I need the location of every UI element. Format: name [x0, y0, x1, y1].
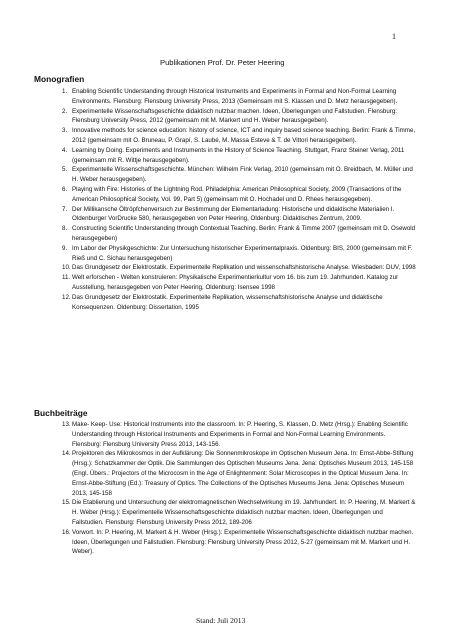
entry-number: 7. [62, 205, 68, 213]
entry-number: 6. [62, 185, 68, 193]
entry-number: 2. [62, 107, 68, 115]
entry-number: 1. [62, 88, 68, 95]
entry-text: Learning by Doing. Experiments and Instruments in the History of Science Teaching. Stuttgart, Franz Steiner Verlag, 2011 (gemeinsam mit R. Wittje herausgegeben). [72, 146, 405, 164]
list-item [62, 146, 416, 166]
list-item [62, 107, 416, 127]
entry-text: Projektoren des Mikrokosmos in der Aufklärung: Die Sonnenmikroskope im Optischen Museum Jena. In: Ernst-Abbe-Stiftung (Hrsg.): Schatzkammer der Optik. Die Sammlungen des Optischen Museums Jena. Jena: Optisches Museum 2013, 145-158 (Engl. Übers.: Projectors of the Microcosm in the Age of Enlightenment: Solar Microscopes in the Optical Museum Jena. In: Ernst-Abbe-Stiftung (Ed.): Treasury of Optics. The Collections of the Optisches Museums Jena. Jena: Optisches Museum 2013, 145-158 [72, 450, 414, 497]
entry-number: 13. [62, 421, 71, 428]
list-item [62, 205, 416, 225]
entry-text: Der Millikansche Öltröpfchenversuch zur Bestimmung der Elementarladung: Historische und didaktische Materialien I. Oldenburger VorDrucke 580, herausgegeben von Peter Heering, Oldenburg: Didaktisches Zentrum, 2009. [72, 205, 395, 223]
entry-number: 3. [62, 127, 68, 135]
entry-text: Constructing Scientific Understanding through Contextual Teaching. Berlin: Frank & Timme 2007 (gemeinsam mit D. Osewold herausgegeben) [72, 225, 416, 242]
entry-number: 14. [62, 450, 71, 458]
list-item [62, 273, 416, 293]
footer-date: Stand: Juli 2013 [196, 616, 246, 625]
entry-number: 15. [62, 499, 71, 507]
entry-text: Make- Keep- Use: Historical Instruments into the classroom. In: P. Heering, S. Klassen, D. Metz (Hrsg.): Enabling Scientific Understanding through Historical Instruments and Experiments in Formal and Non-Formal Learning Environments. Flensburg: Flensburg University Press 2013, 143-156. [72, 421, 408, 448]
monografien-list [62, 87, 416, 312]
section-heading-buchbeitraege: Buchbeiträge [34, 408, 88, 418]
list-item [62, 224, 416, 244]
list-item [62, 449, 416, 498]
list-item [62, 498, 416, 527]
list-item [62, 528, 416, 557]
entry-number: 5. [62, 166, 68, 174]
list-item [62, 165, 416, 185]
entry-text: Das Grundgesetz der Elektrostatik. Experimentelle Replikation, wissenschaftshistorische Analyse und didaktische Konsequenzen. Oldenburg: Dissertation, 1995 [72, 293, 383, 311]
list-item [62, 420, 416, 449]
entry-text: Playing with Fire: Histories of the Lightning Rod. Philadelphia: American Philosophical Society, 2009 (Transactions of the American Philosophical Society, Vol. 99, Part 5) (gemeinsam mit O. Hochadel und D. Rhees herausgegeben). [72, 185, 402, 203]
document-title: Publikationen Prof. Dr. Peter Heering [160, 58, 285, 67]
section-heading-monografien: Monografien [34, 74, 85, 84]
entry-number: 10. [62, 264, 71, 272]
entry-text: Die Etablierung und Untersuchung der elektromagnetischen Wechselwirkung im 19. Jahrhundert. In: P. Heering, M. Markert & H. Weber (Hrsg.): Experimentelle Wissenschaftsgeschichte didaktisch nutzbar machen. Ideen, Überlegungen und Fallstudien. Flensburg: Flensburg University Press 2012, 189-206 [72, 499, 416, 526]
entry-number: 16. [62, 528, 71, 536]
list-item [62, 185, 416, 205]
list-item [62, 126, 416, 146]
entry-text: Vorwort. In: P. Heering, M. Markert & H. Weber (Hrsg.): Experimentelle Wissenschaftsgeschichte didaktisch nutzbar machen. Ideen, Überlegungen und Fallstudien. Flensburg: Flensburg University Press 2012, 5-27 (gemeinsam mit M. Markert und H. Weber). [72, 528, 414, 556]
list-item [62, 293, 416, 313]
list-item [62, 87, 416, 107]
entry-text: Im Labor der Physikgeschichte: Zur Untersuchung historischer Experimentalpraxis. Oldenburg: BIS, 2000 (gemeinsam mit F. Rieß und C. Sichau herausgegeben) [72, 244, 413, 262]
entry-text: Welt erforschen - Welten konstruieren: Physikalische Experimentierkultur vom 16. bis zum 19. Jahrhundert. Katalog zur Ausstellung, herausgegeben von Peter Heering, Oldenburg: Isensee 1998 [72, 274, 399, 291]
list-item [62, 244, 416, 264]
list-item [62, 263, 416, 273]
entry-text: Enabling Scientific Understanding through Historical Instruments and Experiments in Formal and Non-Formal Learning Environments. Flensburg: Flensburg University Press, 2013 (Gemeinsam mit S. Klassen und D. Metz herausgegeben). [72, 88, 398, 105]
entry-text: Innovative methods for science education: history of science, ICT and inquiry based science teaching. Berlin: Frank & Timme, 2012 (gemeinsam mit O. Bruneau, P. Grapí, S. Laubé, M. Massa Esteve & T. de Vittori herausgegeben). [72, 127, 416, 144]
entry-number: 4. [62, 146, 68, 154]
entry-number: 9. [62, 244, 68, 252]
page-number: 1 [392, 32, 396, 41]
entry-text: Das Grundgesetz der Elektrostatik. Experimentelle Replikation und wissenschaftshistorische Analyse. Wiesbaden: DUV, 1998 [72, 264, 416, 272]
entry-text: Experimentelle Wissenschaftsgeschichte. München: Wilhelm Fink Verlag, 2010 (gemeinsam mit O. Breidbach, M. Müller und H. Weber herausgegeben). [72, 166, 413, 184]
buchbeitraege-list [62, 420, 416, 557]
entry-text: Experimentelle Wissenschaftsgeschichte didaktisch nutzbar machen. Ideen, Überlegungen und Fallstudien. Flensburg: Flensburg University Press, 2012 (gemeinsam mit M. Markert und H. Weber herausgegeben). [72, 107, 398, 125]
entry-number: 12. [62, 293, 71, 301]
entry-number: 11. [62, 274, 71, 282]
entry-number: 8. [62, 225, 68, 233]
